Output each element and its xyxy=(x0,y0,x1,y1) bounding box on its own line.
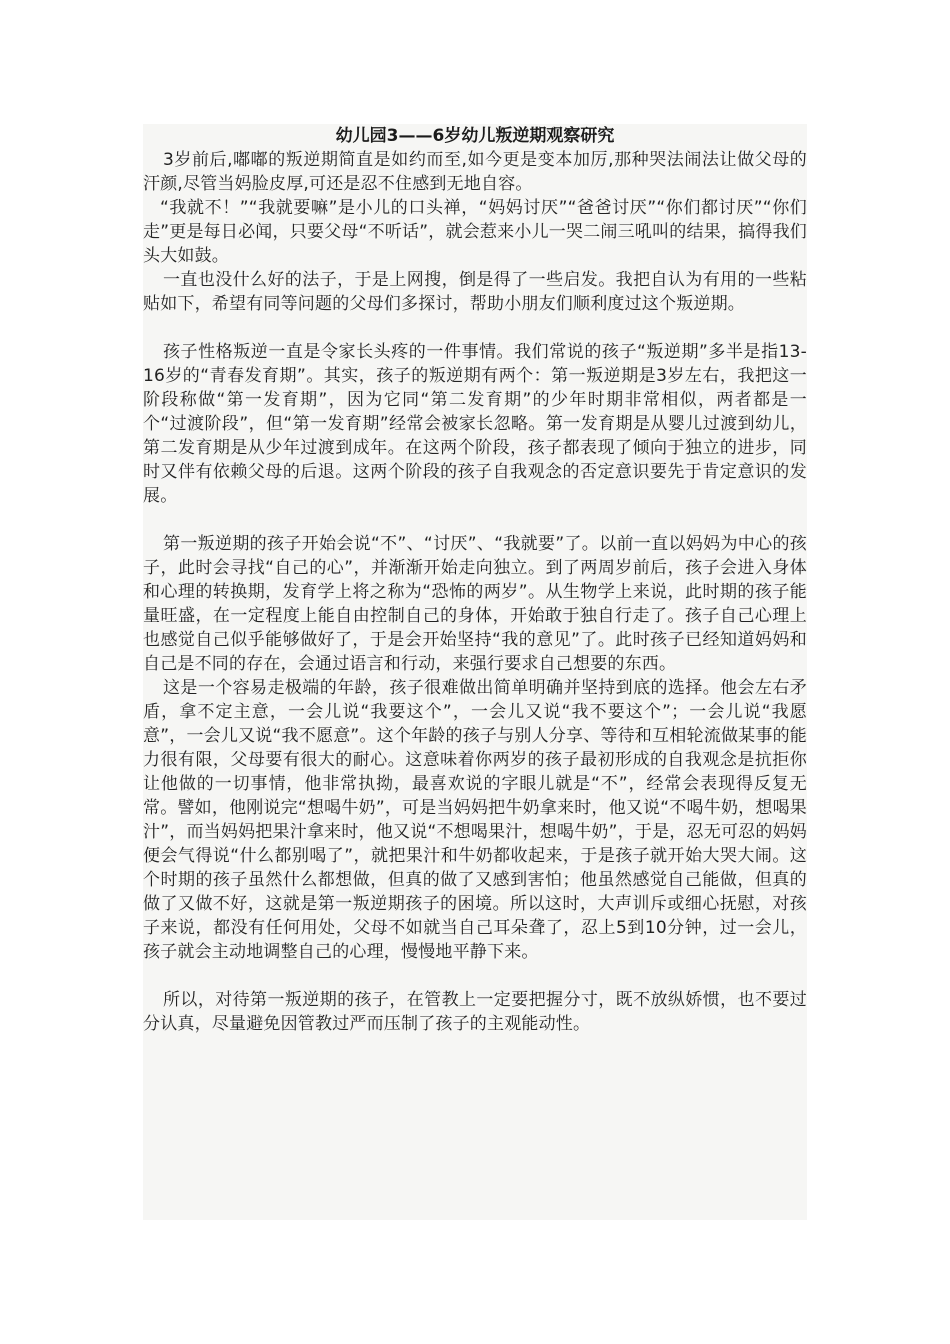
paragraph-gap xyxy=(143,316,807,340)
paragraph-gap xyxy=(143,964,807,988)
paragraph-1: 3岁前后,嘟嘟的叛逆期简直是如约而至,如今更是变本加厉,那种哭法闹法让做父母的汗颜,尽管当妈脸皮厚,可还是忍不住感到无地自容。 xyxy=(143,150,807,194)
paragraph-gap xyxy=(143,508,807,532)
paragraph-5: 第一叛逆期的孩子开始会说“不”、“讨厌”、“我就要”了。以前一直以妈妈为中心的孩子，此时会寻找“自己的心”，并渐渐开始走向独立。到了两周岁前后，孩子会进入身体和心理的转换期，发育学上将之称为“恐怖的两岁”。从生物学上来说，此时期的孩子能量旺盛，在一定程度上能自由控制自己的身体，开始敢于独自行走了。孩子自己心理上也感觉自己似乎能够做好了，于是会开始坚持“我的意见”了。此时孩子已经知道妈妈和自己是不同的存在，会通过语言和行动，来强行要求自己想要的东西。 xyxy=(143,534,807,674)
document-content xyxy=(143,124,807,1036)
paragraph-6: 这是一个容易走极端的年龄，孩子很难做出简单明确并坚持到底的选择。他会左右矛盾，拿不定主意，一会儿说“我要这个”，一会儿又说“我不要这个”；一会儿说“我愿意”，一会儿又说“我不愿意”。这个年龄的孩子与别人分享、等待和互相轮流做某事的能力很有限，父母要有很大的耐心。这意味着你两岁的孩子最初形成的自我观念是抗拒你让他做的一切事情，他非常执拗，最喜欢说的字眼儿就是“不”，经常会表现得反复无常。譬如，他刚说完“想喝牛奶”，可是当妈妈把牛奶拿来时，他又说“不喝牛奶，想喝果汁”，而当妈妈把果汁拿来时，他又说“不想喝果汁，想喝牛奶”，于是，忍无可忍的妈妈便会气得说“什么都别喝了”，就把果汁和牛奶都收起来，于是孩子就开始大哭大闹。这个时期的孩子虽然什么都想做，但真的做了又感到害怕；他虽然感觉自己能做，但真的做了又做不好，这就是第一叛逆期孩子的困境。所以这时，大声训斥或细心抚慰，对孩子来说，都没有任何用处，父母不如就当自己耳朵聋了，忍上5到10分钟，过一会儿，孩子就会主动地调整自己的心理，慢慢地平静下来。 xyxy=(143,678,807,962)
document-title: 幼儿园3——6岁幼儿叛逆期观察研究 xyxy=(335,126,615,146)
paragraph-4: 孩子性格叛逆一直是令家长头疼的一件事情。我们常说的孩子“叛逆期”多半是指13-16岁的“青春发育期”。其实，孩子的叛逆期有两个：第一叛逆期是3岁左右，我把这一阶段称做“第一发育期”，因为它同“第二发育期”的少年时期非常相似，两者都是一个“过渡阶段”，但“第一发育期”经常会被家长忽略。第一发育期是从婴儿过渡到幼儿，第二发育期是从少年过渡到成年。在这两个阶段，孩子都表现了倾向于独立的进步，同时又伴有依赖父母的后退。这两个阶段的孩子自我观念的否定意识要先于肯定意识的发展。 xyxy=(143,342,807,506)
paragraph-3: 一直也没什么好的法子，于是上网搜，倒是得了一些启发。我把自认为有用的一些粘贴如下，希望有同等问题的父母们多探讨，帮助小朋友们顺利度过这个叛逆期。 xyxy=(143,270,807,314)
paragraph-7: 所以，对待第一叛逆期的孩子，在管教上一定要把握分寸，既不放纵娇惯，也不要过分认真，尽量避免因管教过严而压制了孩子的主观能动性。 xyxy=(143,990,807,1034)
paragraph-2: “我就不！”“我就要嘛”是小儿的口头禅，“妈妈讨厌”“爸爸讨厌”“你们都讨厌”“你们走”更是每日必闻，只要父母“不听话”，就会惹来小儿一哭二闹三吼叫的结果，搞得我们头大如鼓。 xyxy=(143,198,807,266)
